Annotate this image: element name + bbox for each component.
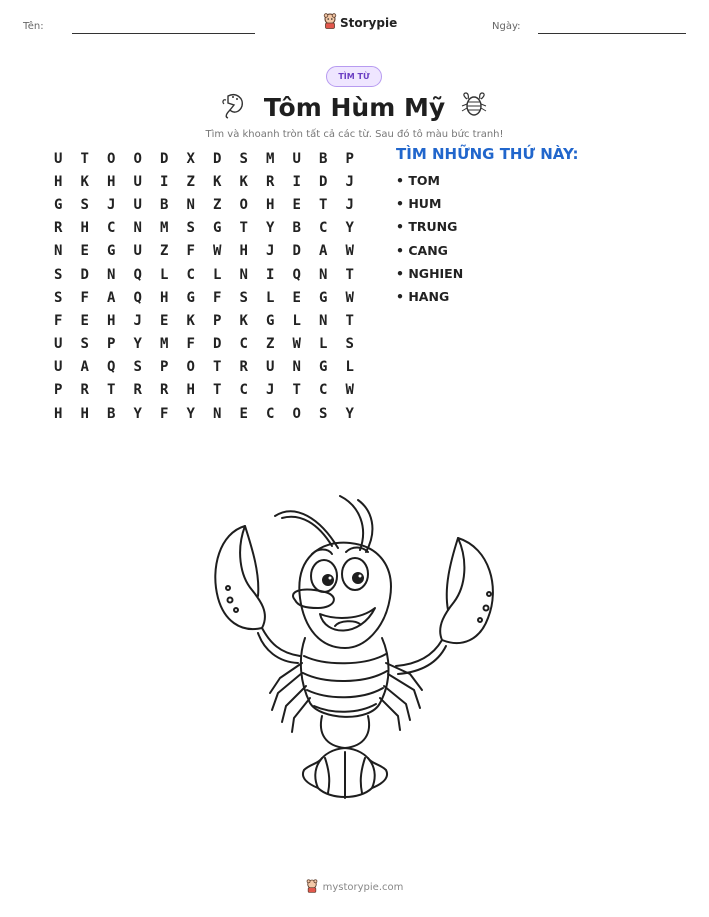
storypie-logo <box>323 13 397 33</box>
grid-letter[interactable]: L <box>345 359 354 376</box>
grid-letter[interactable]: Z <box>213 196 222 213</box>
word-list-item: • TRUNG <box>396 219 458 235</box>
grid-letter[interactable]: C <box>186 266 195 283</box>
grid-letter[interactable]: H <box>266 196 275 213</box>
footer <box>0 879 709 896</box>
grid-letter[interactable]: T <box>213 382 222 399</box>
activity-badge: TÌM TỪ <box>326 66 382 87</box>
grid-letter[interactable]: I <box>160 173 169 190</box>
grid-row <box>51 356 369 379</box>
grid-letter[interactable]: O <box>292 405 301 422</box>
grid-letter[interactable]: R <box>133 382 142 399</box>
grid-row <box>51 147 369 170</box>
lobster-claw-icon <box>220 90 250 124</box>
grid-letter[interactable]: C <box>319 382 328 399</box>
grid-letter[interactable]: R <box>54 220 63 237</box>
grid-letter[interactable]: H <box>239 243 248 260</box>
grid-letter[interactable]: S <box>54 266 63 283</box>
grid-letter[interactable]: P <box>213 312 222 329</box>
grid-letter[interactable]: F <box>80 289 89 306</box>
grid-letter[interactable]: R <box>266 173 275 190</box>
grid-letter[interactable]: G <box>319 359 328 376</box>
grid-letter[interactable]: F <box>186 336 195 353</box>
grid-letter[interactable]: C <box>266 405 275 422</box>
grid-letter[interactable]: S <box>54 289 63 306</box>
grid-letter[interactable]: R <box>160 382 169 399</box>
grid-letter[interactable]: H <box>80 220 89 237</box>
grid-letter[interactable]: L <box>266 289 275 306</box>
grid-letter[interactable]: T <box>345 266 354 283</box>
grid-letter[interactable]: D <box>80 266 89 283</box>
grid-letter[interactable]: M <box>266 150 275 167</box>
grid-letter[interactable]: R <box>239 359 248 376</box>
grid-letter[interactable]: I <box>292 173 301 190</box>
grid-letter[interactable]: B <box>107 405 116 422</box>
grid-letter[interactable]: Y <box>186 405 195 422</box>
grid-letter[interactable]: G <box>107 243 116 260</box>
grid-letter[interactable]: Q <box>133 289 142 306</box>
grid-row <box>51 333 369 356</box>
grid-letter[interactable]: G <box>186 289 195 306</box>
grid-row <box>51 170 369 193</box>
grid-letter[interactable]: U <box>266 359 275 376</box>
grid-letter[interactable]: X <box>186 150 195 167</box>
grid-letter[interactable]: Q <box>292 266 301 283</box>
grid-letter[interactable]: O <box>133 150 142 167</box>
grid-letter[interactable]: D <box>292 243 301 260</box>
grid-letter[interactable]: U <box>133 173 142 190</box>
grid-letter[interactable]: L <box>319 336 328 353</box>
date-label: Ngày: <box>492 21 521 32</box>
grid-letter[interactable]: Y <box>133 336 142 353</box>
grid-letter[interactable]: O <box>107 150 116 167</box>
grid-letter[interactable]: F <box>160 405 169 422</box>
word-list <box>396 171 463 310</box>
grid-letter[interactable]: S <box>239 289 248 306</box>
word-list-title: TÌM NHỮNG THỨ NÀY: <box>396 145 579 163</box>
date-line[interactable] <box>538 33 686 34</box>
grid-letter[interactable]: H <box>107 312 116 329</box>
grid-row <box>51 402 369 425</box>
grid-letter[interactable]: D <box>213 336 222 353</box>
grid-row <box>51 309 369 332</box>
grid-letter[interactable]: N <box>213 405 222 422</box>
title-block <box>0 90 709 124</box>
grid-letter[interactable]: W <box>345 289 354 306</box>
grid-letter[interactable]: U <box>54 359 63 376</box>
grid-letter[interactable]: H <box>54 173 63 190</box>
grid-letter[interactable]: K <box>186 312 195 329</box>
grid-letter[interactable]: D <box>160 150 169 167</box>
grid-letter[interactable]: P <box>160 359 169 376</box>
grid-letter[interactable]: S <box>345 336 354 353</box>
grid-letter[interactable]: J <box>107 196 116 213</box>
grid-letter[interactable]: E <box>80 312 89 329</box>
grid-letter[interactable]: S <box>133 359 142 376</box>
grid-letter[interactable]: C <box>107 220 116 237</box>
grid-letter[interactable]: N <box>186 196 195 213</box>
grid-letter[interactable]: L <box>292 312 301 329</box>
grid-letter[interactable]: G <box>266 312 275 329</box>
grid-row <box>51 193 369 216</box>
grid-row <box>51 379 369 402</box>
word-list-item: • HUM <box>396 196 442 212</box>
grid-row <box>51 286 369 309</box>
grid-letter[interactable]: S <box>80 196 89 213</box>
grid-letter[interactable]: W <box>292 336 301 353</box>
grid-letter[interactable]: A <box>107 289 116 306</box>
grid-letter[interactable]: A <box>319 243 328 260</box>
grid-letter[interactable]: O <box>239 196 248 213</box>
grid-letter[interactable]: J <box>345 196 354 213</box>
grid-letter[interactable]: H <box>186 382 195 399</box>
grid-letter[interactable]: E <box>160 312 169 329</box>
grid-letter[interactable]: F <box>54 312 63 329</box>
grid-letter[interactable]: T <box>80 150 89 167</box>
grid-letter[interactable]: B <box>292 220 301 237</box>
grid-letter[interactable]: Z <box>160 243 169 260</box>
grid-letter[interactable]: B <box>160 196 169 213</box>
grid-letter[interactable]: H <box>107 173 116 190</box>
grid-letter[interactable]: Y <box>266 220 275 237</box>
grid-letter[interactable]: F <box>186 243 195 260</box>
grid-letter[interactable]: N <box>292 359 301 376</box>
storypie-logo-icon <box>323 13 337 33</box>
grid-letter[interactable]: K <box>239 173 248 190</box>
grid-letter[interactable]: G <box>213 220 222 237</box>
grid-letter[interactable]: S <box>239 150 248 167</box>
grid-letter[interactable]: O <box>186 359 195 376</box>
grid-letter[interactable]: H <box>160 289 169 306</box>
grid-letter[interactable]: Y <box>133 405 142 422</box>
grid-letter[interactable]: E <box>292 196 301 213</box>
grid-letter[interactable]: P <box>345 150 354 167</box>
grid-letter[interactable]: K <box>239 312 248 329</box>
word-list-item: • TOM <box>396 173 440 188</box>
grid-letter[interactable]: T <box>239 220 248 237</box>
brand-name: Storypie <box>340 16 398 30</box>
grid-letter[interactable]: R <box>80 382 89 399</box>
grid-letter[interactable]: Y <box>345 405 354 422</box>
grid-letter[interactable]: M <box>160 220 169 237</box>
grid-letter[interactable]: N <box>107 266 116 283</box>
grid-letter[interactable]: K <box>213 173 222 190</box>
grid-letter[interactable]: T <box>213 359 222 376</box>
grid-letter[interactable]: T <box>319 196 328 213</box>
grid-letter[interactable]: Y <box>345 220 354 237</box>
word-list-item: • NGHIEN <box>396 265 464 281</box>
grid-letter[interactable]: K <box>80 173 89 190</box>
grid-letter[interactable]: F <box>213 289 222 306</box>
grid-letter[interactable]: U <box>54 336 63 353</box>
grid-letter[interactable]: E <box>80 243 89 260</box>
grid-letter[interactable]: C <box>319 220 328 237</box>
word-search-grid[interactable] <box>51 147 369 425</box>
grid-letter[interactable]: U <box>133 243 142 260</box>
grid-letter[interactable]: L <box>160 266 169 283</box>
grid-letter[interactable]: N <box>239 266 248 283</box>
grid-letter[interactable]: N <box>54 243 63 260</box>
word-list-item: • CANG <box>396 242 448 258</box>
grid-letter[interactable]: Z <box>266 336 275 353</box>
grid-letter[interactable]: Z <box>186 173 195 190</box>
grid-letter[interactable]: N <box>133 220 142 237</box>
grid-letter[interactable]: Q <box>107 359 116 376</box>
grid-letter[interactable]: S <box>80 336 89 353</box>
footer-url[interactable]: mystorypie.com <box>322 882 404 893</box>
grid-letter[interactable]: E <box>292 289 301 306</box>
grid-letter[interactable]: L <box>213 266 222 283</box>
grid-letter[interactable]: S <box>186 220 195 237</box>
grid-letter[interactable]: D <box>213 150 222 167</box>
grid-letter[interactable]: Q <box>133 266 142 283</box>
grid-letter[interactable]: J <box>266 243 275 260</box>
grid-letter[interactable]: P <box>54 382 63 399</box>
lobster-body-icon <box>459 90 489 124</box>
grid-letter[interactable]: C <box>239 382 248 399</box>
grid-row <box>51 217 369 240</box>
grid-letter[interactable]: U <box>54 150 63 167</box>
grid-letter[interactable]: J <box>345 173 354 190</box>
grid-letter[interactable]: C <box>239 336 248 353</box>
grid-letter[interactable]: G <box>54 196 63 213</box>
grid-letter[interactable]: H <box>80 405 89 422</box>
word-list-item: • HANG <box>396 288 450 304</box>
grid-letter[interactable]: D <box>319 173 328 190</box>
grid-letter[interactable]: T <box>345 312 354 329</box>
grid-letter[interactable]: W <box>345 243 354 260</box>
grid-row <box>51 263 369 286</box>
instructions: Tìm và khoanh tròn tất cả các từ. Sau đó tô màu bức tranh! <box>205 129 504 140</box>
name-label: Tên: <box>23 21 44 32</box>
grid-letter[interactable]: P <box>107 336 116 353</box>
grid-letter[interactable]: E <box>239 405 248 422</box>
grid-letter[interactable]: T <box>107 382 116 399</box>
grid-letter[interactable]: J <box>266 382 275 399</box>
grid-row <box>51 240 369 263</box>
grid-letter[interactable]: S <box>319 405 328 422</box>
name-line[interactable] <box>72 33 255 34</box>
lobster-illustration <box>200 488 510 812</box>
grid-letter[interactable]: U <box>292 150 301 167</box>
storypie-logo-icon <box>306 879 318 896</box>
grid-letter[interactable]: W <box>213 243 222 260</box>
grid-letter[interactable]: B <box>319 150 328 167</box>
grid-letter[interactable]: A <box>80 359 89 376</box>
grid-letter[interactable]: I <box>266 266 275 283</box>
grid-letter[interactable]: N <box>319 312 328 329</box>
grid-letter[interactable]: H <box>54 405 63 422</box>
grid-letter[interactable]: G <box>319 289 328 306</box>
grid-letter[interactable]: M <box>160 336 169 353</box>
grid-letter[interactable]: T <box>292 382 301 399</box>
grid-letter[interactable]: N <box>319 266 328 283</box>
page-title: Tôm Hùm Mỹ <box>263 92 446 122</box>
grid-letter[interactable]: U <box>133 196 142 213</box>
grid-letter[interactable]: J <box>133 312 142 329</box>
grid-letter[interactable]: W <box>345 382 354 399</box>
